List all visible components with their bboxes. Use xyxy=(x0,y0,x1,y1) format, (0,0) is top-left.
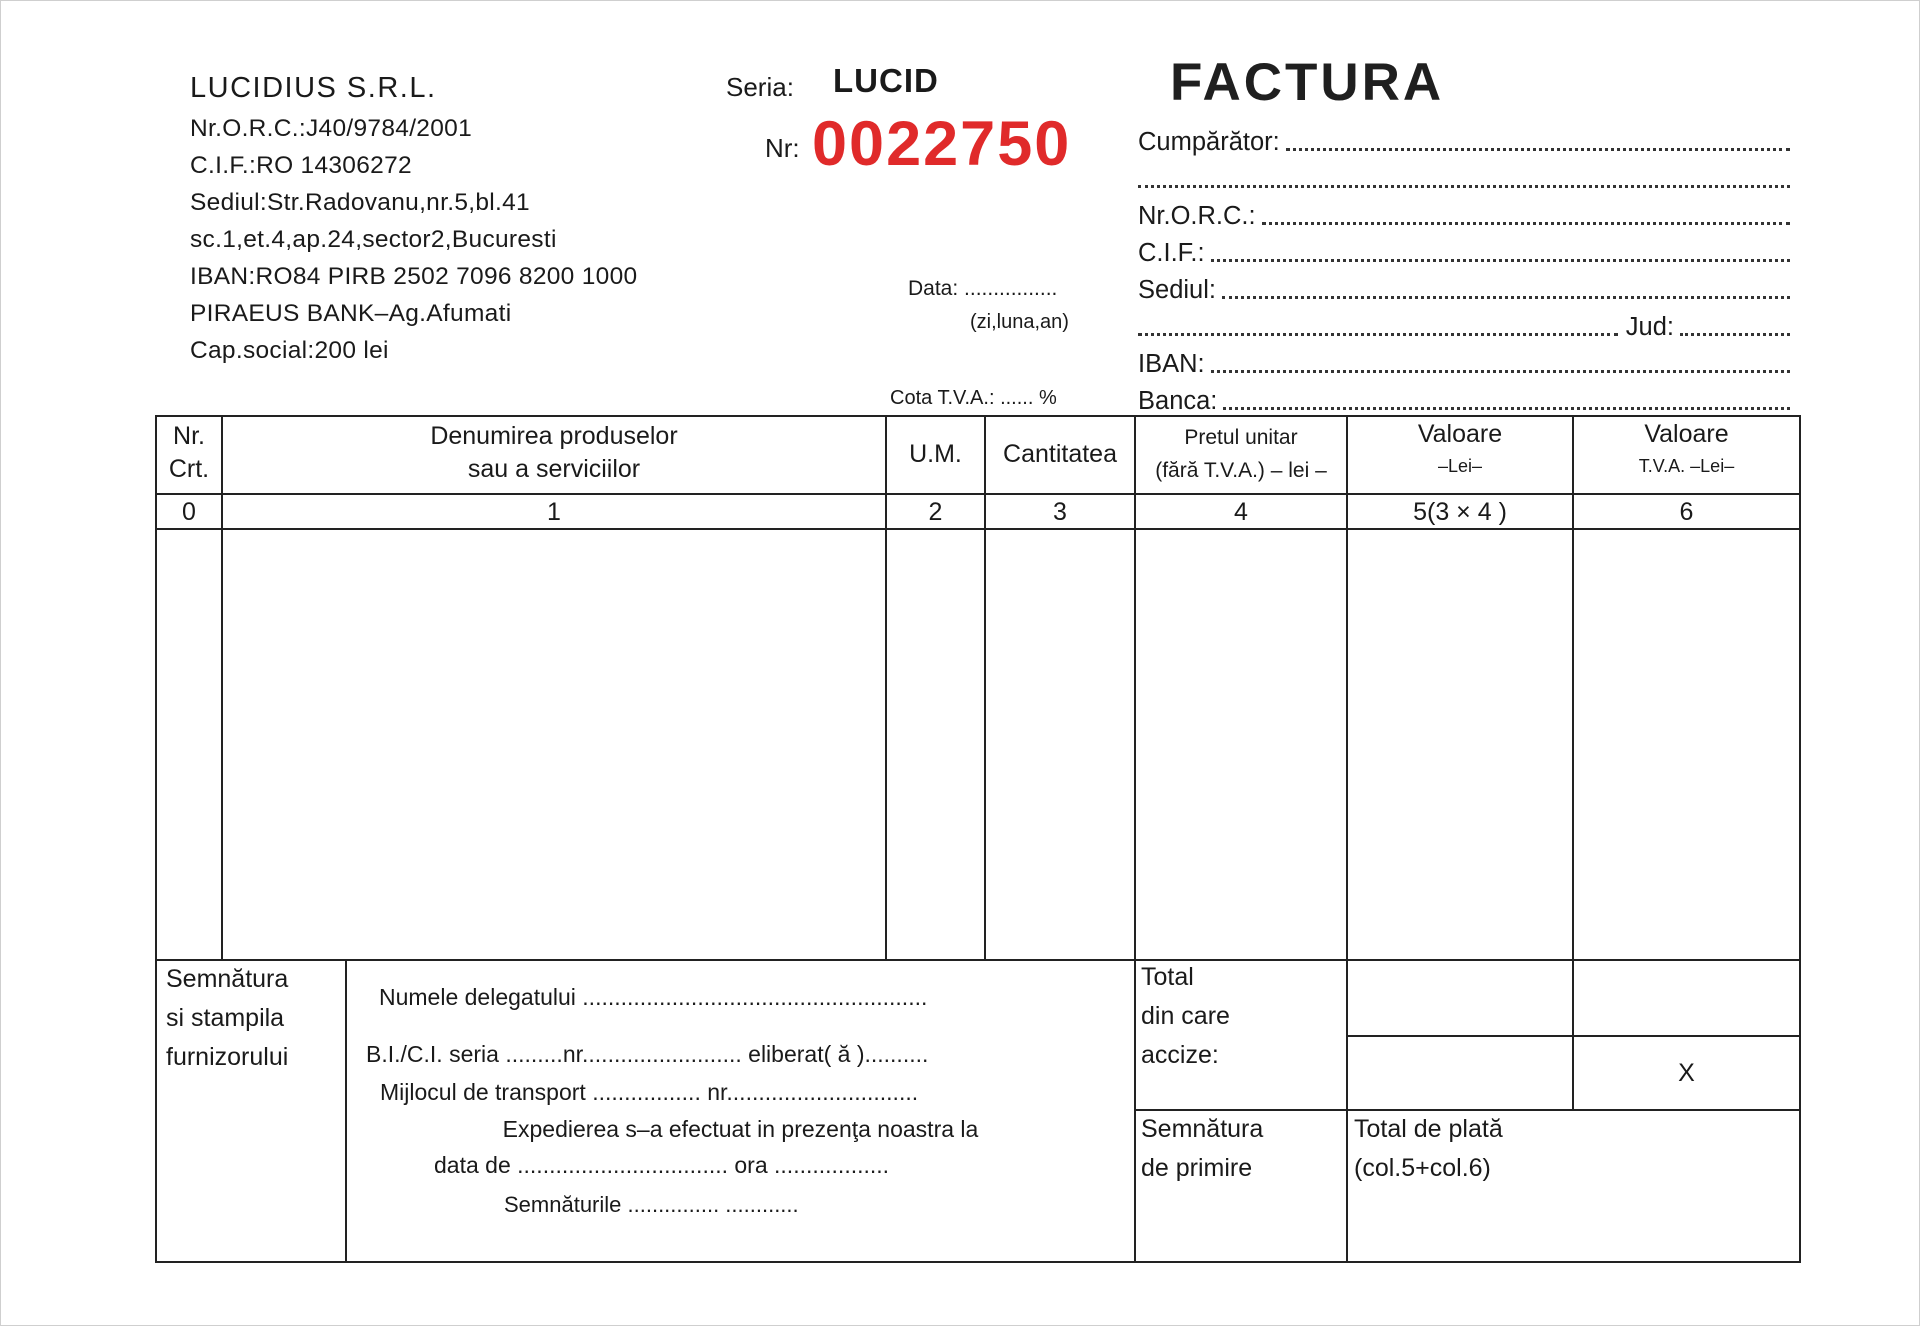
header-text: Pretul unitar xyxy=(1184,426,1298,449)
seller-line: Nr.O.R.C.:J40/9784/2001 xyxy=(190,115,472,142)
invoice-title: FACTURA xyxy=(1170,53,1445,112)
header-cantitatea xyxy=(985,438,1135,471)
seria-value: LUCID xyxy=(833,62,939,99)
supplier-signature xyxy=(166,960,288,1077)
buyer-label: Nr.O.R.C.: xyxy=(1138,202,1256,230)
header-text: Cantitatea xyxy=(1003,440,1117,468)
header-text: U.M. xyxy=(909,440,962,468)
vat-rate-field[interactable]: Cota T.V.A.: ...... % xyxy=(890,387,1057,409)
invoice-number: 0022750 xyxy=(812,109,1072,179)
buyer-label: Sediul: xyxy=(1138,276,1216,304)
date-hint: (zi,luna,an) xyxy=(970,311,1069,333)
col-number: 1 xyxy=(547,498,561,526)
header-text: –Lei– xyxy=(1437,455,1483,476)
transport-field[interactable]: Mijlocul de transport ................. nr.............................. xyxy=(380,1079,919,1105)
buyer-label: Cumpărător: xyxy=(1138,128,1280,156)
receipt-signature xyxy=(1141,1110,1263,1188)
header-nr-crt xyxy=(156,420,222,485)
delegate-name-field[interactable]: Numele delegatului ...................................................... xyxy=(379,984,928,1010)
col-number: 3 xyxy=(1053,498,1067,526)
header-pretul-unitar xyxy=(1135,422,1347,487)
col-number: 6 xyxy=(1679,498,1694,526)
seria-label: Seria: xyxy=(726,72,794,102)
seller-line: IBAN:RO84 PIRB 2502 7096 8200 1000 xyxy=(190,263,638,290)
expedition-text: Expedierea s–a efectuat in prezenţa noastra la xyxy=(502,1116,979,1142)
seller-line: PIRAEUS BANK–Ag.Afumati xyxy=(190,300,512,327)
date-field[interactable]: Data: ................ xyxy=(908,277,1058,300)
x-mark: X xyxy=(1678,1059,1695,1087)
footer-text: Semnătura xyxy=(166,965,289,993)
buyer-label: Jud: xyxy=(1625,313,1674,341)
header-valoare-tva xyxy=(1573,418,1800,478)
footer-text: furnizorului xyxy=(166,1043,289,1071)
buyer-label: Banca: xyxy=(1138,387,1218,415)
footer-text: din care xyxy=(1141,1002,1230,1030)
footer-text: Total de plată xyxy=(1354,1115,1503,1143)
items-area[interactable] xyxy=(157,530,1799,959)
header-text: Valoare xyxy=(1417,420,1503,448)
header-valoare xyxy=(1347,418,1573,478)
seller-name: LUCIDIUS S.R.L. xyxy=(190,72,437,104)
footer-text: (col.5+col.6) xyxy=(1354,1154,1491,1182)
footer-text: accize: xyxy=(1141,1041,1219,1069)
id-card-field[interactable]: B.I./C.I. seria .........nr......................... eliberat( ă ).......... xyxy=(366,1041,929,1067)
seller-line: C.I.F.:RO 14306272 xyxy=(190,152,412,179)
footer-text: Total xyxy=(1141,963,1194,991)
col-number: 0 xyxy=(182,498,196,526)
footer-text: de primire xyxy=(1141,1154,1253,1182)
expedition-date-field[interactable]: data de ................................. ora .................. xyxy=(434,1152,890,1178)
buyer-label: IBAN: xyxy=(1138,350,1205,378)
footer-text: Semnătura xyxy=(1141,1115,1264,1143)
seller-line: sc.1,et.4,ap.24,sector2,Bucuresti xyxy=(190,226,557,253)
header-text: Crt. xyxy=(168,454,210,483)
nr-label: Nr: xyxy=(765,133,800,163)
col-number: 2 xyxy=(928,498,943,526)
seller-line: Cap.social:200 lei xyxy=(190,337,389,364)
header-um xyxy=(886,438,985,471)
header-text: (fără T.V.A.) – lei – xyxy=(1155,458,1327,482)
signatures-field[interactable]: Semnăturile ............... ............ xyxy=(504,1192,799,1217)
seller-line: Sediul:Str.Radovanu,nr.5,bl.41 xyxy=(190,189,530,216)
header-text: Denumirea produselor xyxy=(430,422,678,450)
header-denumirea xyxy=(222,420,886,485)
total-payment xyxy=(1354,1110,1503,1188)
header-text: T.V.A. –Lei– xyxy=(1638,455,1735,476)
col-number: 5(3 × 4 ) xyxy=(1413,498,1507,526)
col-number: 4 xyxy=(1234,498,1248,526)
header-text: Valoare xyxy=(1644,420,1729,448)
buyer-label: C.I.F.: xyxy=(1138,239,1205,267)
total-label xyxy=(1141,958,1230,1075)
footer-text: si stampila xyxy=(166,1004,285,1032)
header-text: Nr. xyxy=(173,422,205,450)
header-text: sau a serviciilor xyxy=(467,454,641,483)
